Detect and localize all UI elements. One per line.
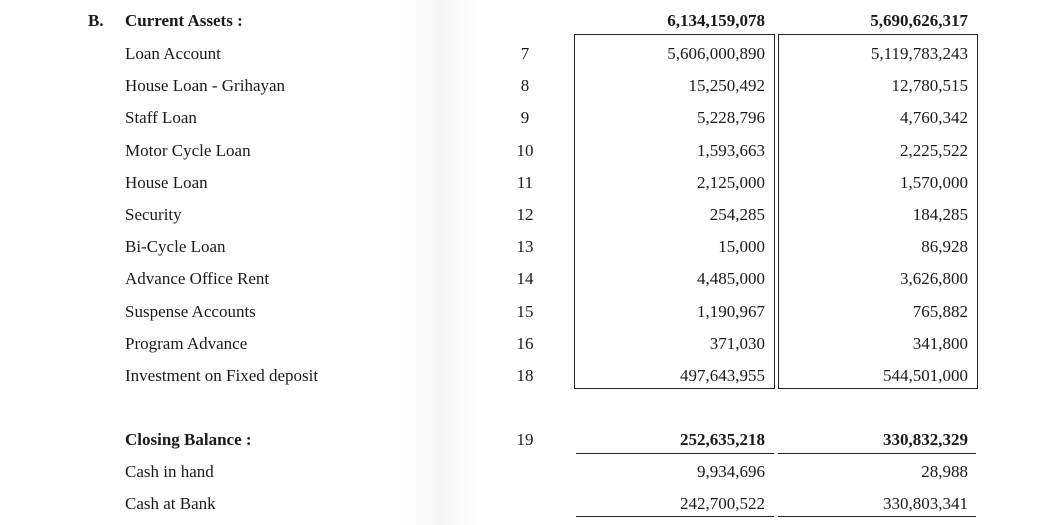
asset-label: Investment on Fixed deposit [125, 366, 319, 385]
asset-note: 12 [516, 205, 534, 224]
asset-current-value: 497,643,955 [680, 366, 765, 385]
asset-previous-value: 12,780,515 [891, 76, 968, 95]
bank-current-rule [576, 516, 774, 517]
asset-note: 13 [516, 237, 534, 256]
asset-previous-value: 1,570,000 [900, 173, 968, 192]
asset-current-value: 1,593,663 [697, 141, 765, 160]
section-total-current: 6,134,159,078 [667, 11, 765, 30]
asset-previous-value: 184,285 [912, 205, 968, 224]
closing-item-previous: 28,988 [921, 462, 968, 481]
bank-previous-rule [778, 516, 976, 517]
asset-label: Motor Cycle Loan [125, 141, 251, 160]
asset-previous-value: 2,225,522 [900, 141, 968, 160]
asset-previous-value: 341,800 [912, 334, 968, 353]
page-crease [390, 0, 480, 525]
section-letter: B. [88, 11, 104, 30]
asset-note: 10 [516, 141, 534, 160]
asset-note: 15 [516, 302, 534, 321]
closing-balance-title: Closing Balance : [125, 430, 252, 449]
closing-total-previous: 330,832,329 [883, 430, 968, 449]
asset-label: Program Advance [125, 334, 248, 353]
closing-total-current: 252,635,218 [680, 430, 765, 449]
asset-label: Suspense Accounts [125, 302, 256, 321]
asset-label: House Loan - Grihayan [125, 76, 286, 95]
asset-label: Bi-Cycle Loan [125, 237, 226, 256]
closing-current-rule [576, 453, 774, 454]
asset-current-value: 5,228,796 [697, 108, 765, 127]
asset-note: 16 [516, 334, 534, 353]
asset-note: 9 [520, 108, 530, 127]
closing-item-current: 242,700,522 [680, 494, 765, 513]
closing-item-current: 9,934,696 [697, 462, 765, 481]
asset-current-value: 2,125,000 [697, 173, 765, 192]
asset-current-value: 371,030 [709, 334, 765, 353]
asset-label: House Loan [125, 173, 208, 192]
asset-label: Advance Office Rent [125, 269, 270, 288]
asset-label: Security [125, 205, 182, 224]
section-title: Current Assets : [125, 11, 243, 30]
asset-label: Loan Account [125, 44, 221, 63]
asset-current-value: 1,190,967 [697, 302, 765, 321]
asset-current-value: 254,285 [709, 205, 765, 224]
asset-note: 18 [516, 366, 534, 385]
closing-item-label: Cash in hand [125, 462, 214, 481]
asset-previous-value: 3,626,800 [900, 269, 968, 288]
asset-current-value: 15,000 [718, 237, 765, 256]
asset-note: 8 [520, 76, 530, 95]
asset-label: Staff Loan [125, 108, 197, 127]
asset-current-value: 15,250,492 [688, 76, 765, 95]
asset-note: 11 [516, 173, 534, 192]
asset-previous-value: 544,501,000 [883, 366, 968, 385]
closing-item-previous: 330,803,341 [883, 494, 968, 513]
closing-previous-rule [778, 453, 976, 454]
closing-item-label: Cash at Bank [125, 494, 216, 513]
asset-note: 7 [520, 44, 530, 63]
asset-previous-value: 765,882 [912, 302, 968, 321]
asset-previous-value: 4,760,342 [900, 108, 968, 127]
closing-balance-note: 19 [516, 430, 534, 449]
asset-current-value: 4,485,000 [697, 269, 765, 288]
asset-current-value: 5,606,000,890 [667, 44, 765, 63]
asset-note: 14 [516, 269, 534, 288]
asset-previous-value: 86,928 [921, 237, 968, 256]
section-total-previous: 5,690,626,317 [870, 11, 968, 30]
asset-previous-value: 5,119,783,243 [870, 44, 968, 63]
